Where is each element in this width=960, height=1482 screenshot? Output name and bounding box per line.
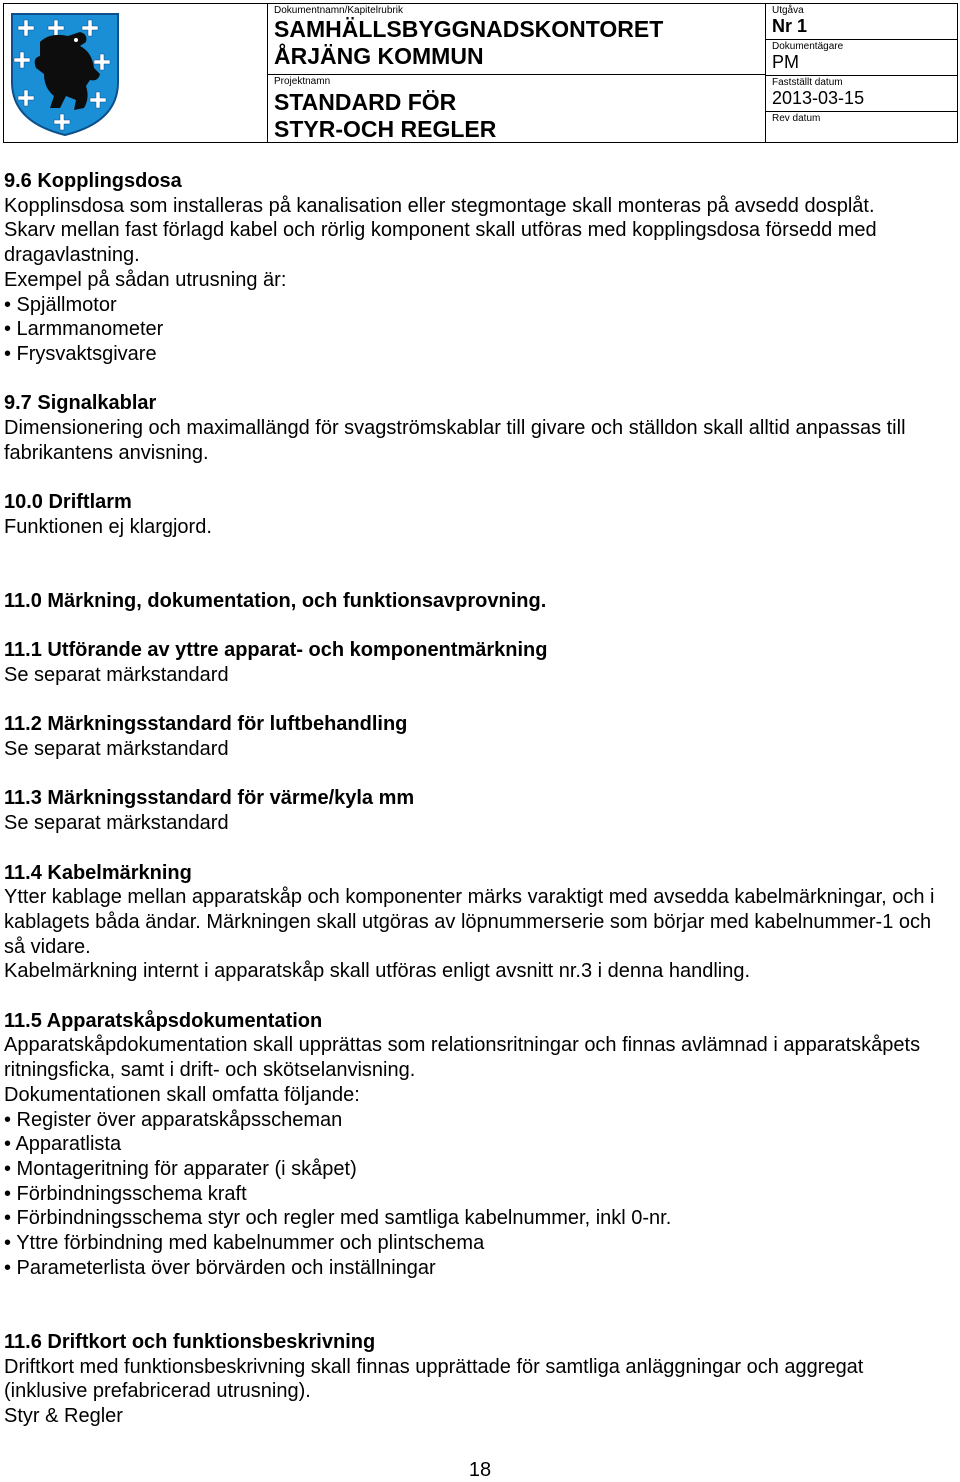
- rev-block: [766, 112, 958, 145]
- para-11-6-1: Driftkort med funktionsbeskrivning skall finnas upprättade för samtliga anläggningar och aggregat (inklusive prefabricerad utrusning).: [4, 1355, 864, 1403]
- para-11-3-1: Se separat märkstandard: [4, 812, 229, 835]
- list-item: • Frysvaktsgivare: [4, 342, 157, 365]
- date-block: [766, 76, 958, 112]
- org-line2: ÅRJÄNG KOMMUN: [274, 43, 484, 69]
- para-11-5-2: Dokumentationen skall omfatta följande:: [4, 1083, 360, 1106]
- list-item: • Larmmanometer: [4, 318, 164, 341]
- page-number: 18: [468, 1459, 492, 1481]
- header-right-cell: [766, 4, 958, 142]
- owner-value: PM: [772, 52, 799, 72]
- header-project-block: [268, 75, 765, 142]
- project-line2: STYR-OCH REGLER: [274, 116, 497, 142]
- list-item: • Register över apparatskåpsscheman: [4, 1108, 343, 1131]
- header-org-block: [268, 4, 765, 75]
- heading-11-4: 11.4 Kabelmärkning: [4, 861, 192, 884]
- header-logo-cell: [4, 4, 268, 142]
- owner-label: Dokumentägare: [772, 41, 844, 52]
- heading-11-0: 11.0 Märkning, dokumentation, och funktionsavprovning.: [4, 589, 547, 612]
- edition-label: Utgåva: [772, 5, 804, 16]
- para-9-7-1: Dimensionering och maximallängd för svagströmskablar till givare och ställdon skall alltid anpassas till fabrikantens anvisning.: [4, 417, 906, 464]
- edition-value: Nr 1: [772, 16, 808, 36]
- doc-label: Dokumentnamn/Kapitelrubrik: [274, 5, 403, 16]
- document-header: [3, 3, 958, 143]
- list-item: • Förbindningsschema kraft: [4, 1182, 247, 1205]
- org-line1: SAMHÄLLSBYGGNADSKONTORET: [274, 16, 664, 42]
- heading-9-7: 9.7 Signalkablar: [4, 392, 157, 415]
- date-value: 2013-03-15: [772, 88, 865, 108]
- heading-11-3: 11.3 Märkningsstandard för värme/kyla mm: [4, 787, 415, 810]
- heading-10-0: 10.0 Driftlarm: [4, 491, 132, 514]
- heading-11-5: 11.5 Apparatskåpsdokumentation: [4, 1009, 323, 1032]
- heading-11-2: 11.2 Märkningsstandard för luftbehandling: [4, 713, 408, 736]
- owner-block: [766, 40, 958, 76]
- project-label: Projektnamn: [274, 76, 331, 87]
- para-9-6-1: Kopplinsdosa som installeras på kanalisation eller stegmontage skall monteras på avsedd dosplåt.: [4, 194, 875, 217]
- list-item: • Yttre förbindning med kabelnummer och plintschema: [4, 1232, 485, 1255]
- para-11-4-1: Ytter kablage mellan apparatskåp och komponenter märks varaktigt med avsedda kabelmärkningar, och i kablagets båda ändar. Märkningen skall utgöras av löpnummerserie som börjar med kabelnummer-1 och så vidare.: [4, 886, 935, 958]
- date-label: Fastställt datum: [772, 77, 843, 88]
- heading-11-6: 11.6 Driftkort och funktionsbeskrivning: [4, 1330, 376, 1353]
- rev-label: Rev datum: [772, 113, 821, 124]
- para-9-6-3: Exempel på sådan utrusning är:: [4, 268, 287, 291]
- para-11-6-2: Styr & Regler: [4, 1405, 123, 1428]
- header-middle-cell: [268, 4, 766, 142]
- municipal-crest-icon: [10, 12, 120, 137]
- list-item: • Montageritning för apparater (i skåpet): [4, 1158, 357, 1180]
- project-line1: STANDARD FÖR: [274, 89, 457, 115]
- list-item: • Parameterlista över börvärden och inställningar: [4, 1256, 436, 1279]
- document-body: [4, 169, 944, 1429]
- para-11-4-2: Kabelmärkning internt i apparatskåp skall utföras enligt avsnitt nr.3 i denna handling.: [4, 960, 751, 983]
- edition-block: [766, 4, 958, 40]
- para-10-0-1: Funktionen ej klargjord.: [4, 515, 212, 538]
- list-item: • Spjällmotor: [4, 293, 117, 316]
- heading-9-6: 9.6 Kopplingsdosa: [4, 170, 182, 192]
- list-item: • Förbindningsschema styr och regler med samtliga kabelnummer, inkl 0-nr.: [4, 1207, 672, 1230]
- heading-11-1: 11.1 Utförande av yttre apparat- och komponentmärkning: [4, 639, 548, 662]
- para-11-5-1: Apparatskåpdokumentation skall upprättas som relationsritningar och finnas avlämnad i apparatskåpets ritningsficka, samt i drift- och skötselanvisning.: [4, 1034, 921, 1082]
- para-11-1-1: Se separat märkstandard: [4, 664, 229, 686]
- list-item: • Apparatlista: [4, 1133, 122, 1156]
- para-11-2-1: Se separat märkstandard: [4, 738, 229, 761]
- para-9-6-2: Skarv mellan fast förlagd kabel och rörlig komponent skall utföras med kopplingsdosa försedd med dragavlastning.: [4, 219, 877, 267]
